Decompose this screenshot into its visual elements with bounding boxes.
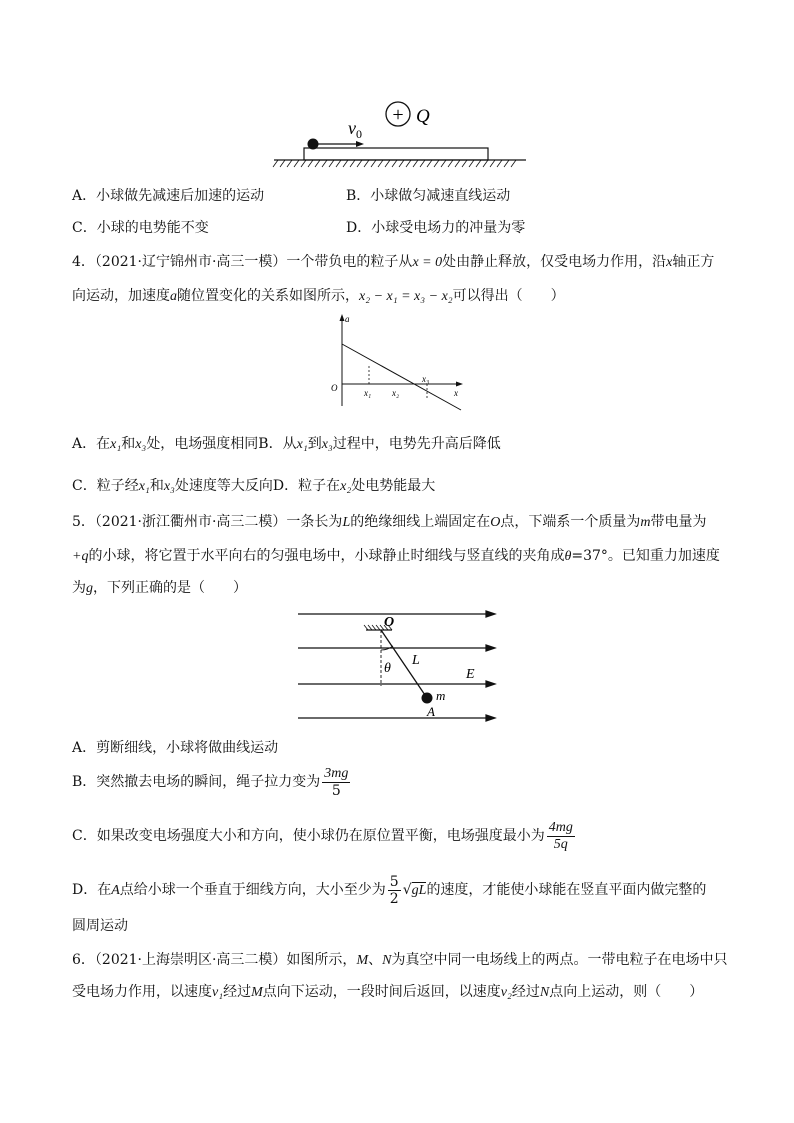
fig-A: A — [427, 704, 435, 719]
fraction-4mg-5q: $\frac{4mg}{5q}$ — [548, 819, 573, 852]
q5-option-d-line1: D．在A点给小球一个垂直于细线方向，大小至少为 $\frac{5}{2}$ √gL的速度，才能使小球能在竖直平面内做完整的 — [72, 873, 707, 907]
fig-O: O — [384, 615, 395, 630]
q5-stem-line2: +q的小球，将它置于水平向右的匀强电场中，小球静止时细线与竖直线的夹角成θ=37°。已知重力加速度 — [72, 548, 720, 564]
ball-m — [422, 693, 433, 704]
q6-stem-line1: 6．（2021·上海崇明区·高三二模）如图所示，M、N为真空中同一电场线上的两点。一带电粒子在电场中只 — [72, 952, 728, 968]
sqrt-gL: √gL — [402, 882, 427, 898]
q6-stem-line2: 受电场力作用，以速度v₁经过M点向下运动，一段时间后返回，以速度v₂经过N点向上运动，则（ ） — [72, 984, 704, 1000]
ball — [308, 139, 319, 150]
q4-options-cd: C．粒子经x₁和x₃处速度等大反向D．粒子在x₂处电势能最大 — [72, 478, 436, 494]
q5-option-d-line2: 圆周运动 — [72, 918, 128, 934]
plate — [304, 148, 488, 160]
ground-hatch — [273, 160, 516, 167]
q4-options-ab: A．在x₁和x₃处，电场强度相同B．从x₁到x₃过程中，电势先升高后降低 — [72, 436, 501, 452]
q5-option-a: A．剪断细线，小球将做曲线运动 — [72, 740, 279, 756]
graph-x1: x₁ — [364, 388, 372, 398]
graph-axis-x: x — [454, 388, 458, 398]
field-lines — [298, 611, 495, 721]
graph-axis-a: a — [345, 314, 350, 324]
graph-line — [342, 344, 461, 410]
fig-L: L — [412, 653, 420, 668]
figure-ball-plate — [270, 96, 530, 172]
fraction-3mg-5: $\frac{3mg}{5}$ — [324, 765, 349, 799]
q3-option-b: B．小球做匀减速直线运动 — [346, 188, 511, 204]
graph-x2: x₂ — [392, 388, 400, 398]
q5-stem-line1: 5．（2021·浙江衢州市·高三二模）一条长为L的绝缘细线上端固定在O点，下端系一个质量为m带电量为 — [72, 514, 707, 530]
figure-a-x-graph — [326, 312, 476, 412]
v0-label: $v_0$ — [348, 118, 362, 141]
q3-option-d: D．小球受电场力的冲量为零 — [346, 220, 526, 236]
graph-x3: x₃ — [422, 374, 430, 384]
q4-stem-line2: 向运动，加速度a随位置变化的关系如图所示，x₂ − x₁ = x₃ − x₂可以得出（ ） — [72, 288, 565, 304]
fig-E: E — [466, 667, 475, 682]
q4-stem-line1: 4．（2021·辽宁锦州市·高三一模）一个带负电的粒子从x = 0处由静止释放，仅受电场力作用，沿x轴正方 — [72, 254, 715, 270]
graph-origin: O — [331, 383, 338, 393]
charge-sign: + — [392, 104, 404, 126]
v0-arrowhead — [356, 141, 364, 147]
q3-option-a: A．小球做先减速后加速的运动 — [72, 188, 265, 204]
q3-option-c: C．小球的电势能不变 — [72, 220, 209, 236]
q5-option-b: B．突然撤去电场的瞬间，绳子拉力变为 $\frac{3mg}{5}$ — [72, 765, 349, 799]
fraction-5-2: $\frac{5}{2}$ — [389, 873, 399, 907]
q5-option-c: C．如果改变电场强度大小和方向，使小球仍在原位置平衡，电场强度最小为 $\frac{4mg}{5q}$ — [72, 819, 573, 852]
figure-pendulum-field — [296, 606, 502, 726]
q5-stem-line3: 为g，下列正确的是（ ） — [72, 580, 247, 596]
fig-m: m — [436, 688, 446, 703]
fig-theta: θ — [384, 661, 391, 676]
charge-label: Q — [416, 106, 430, 127]
